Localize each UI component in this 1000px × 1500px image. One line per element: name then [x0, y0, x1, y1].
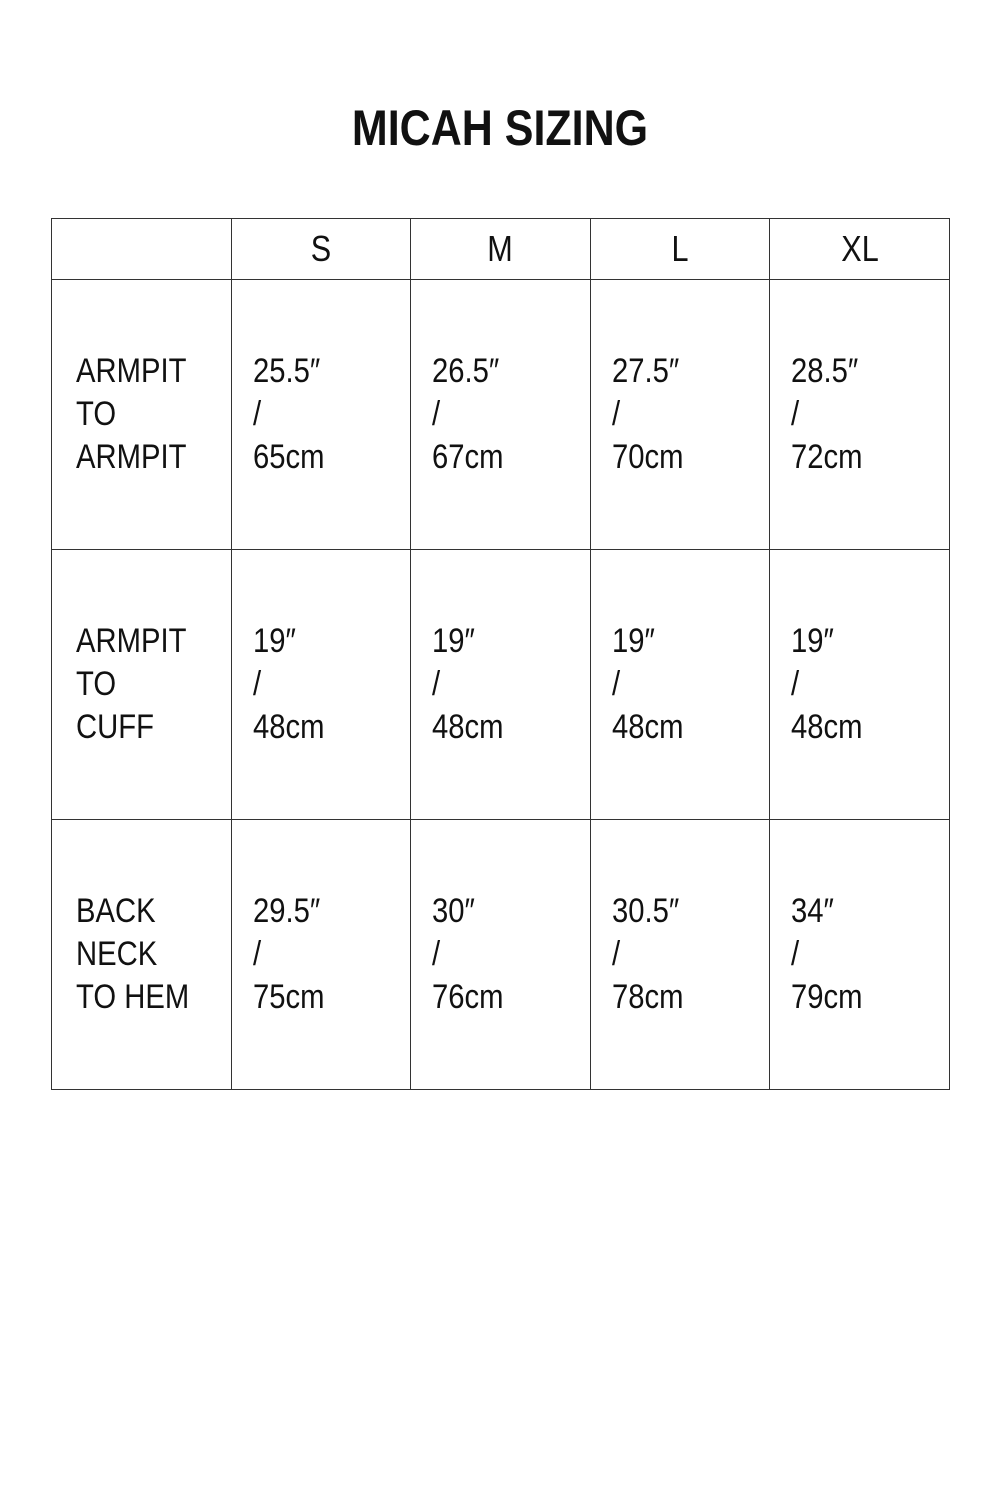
measurement-cell: 34″ / 79cm	[770, 820, 950, 1090]
sizing-table	[51, 218, 950, 1090]
header-size-l: L	[590, 219, 770, 280]
measurement-cell: 30.5″ / 78cm	[590, 820, 770, 1090]
header-size-s: S	[231, 219, 411, 280]
measurement-cell: 27.5″ / 70cm	[590, 280, 770, 550]
table-row-armpit-to-cuff	[52, 550, 950, 820]
measurement-cell: 30″ / 76cm	[411, 820, 591, 1090]
page-title: MICAH SIZING	[351, 100, 649, 156]
measurement-cell: 26.5″ / 67cm	[411, 280, 591, 550]
measurement-cell: 19″ / 48cm	[590, 550, 770, 820]
measurement-cell: 29.5″ / 75cm	[231, 820, 411, 1090]
table-row-back-neck-to-hem	[52, 820, 950, 1090]
table-row-armpit-to-armpit	[52, 280, 950, 550]
header-corner-cell	[52, 219, 232, 280]
row-label: ARMPIT TO CUFF	[52, 550, 232, 820]
header-size-xl: XL	[770, 219, 950, 280]
measurement-cell: 25.5″ / 65cm	[231, 280, 411, 550]
table-header-row	[52, 219, 950, 280]
measurement-cell: 19″ / 48cm	[411, 550, 591, 820]
measurement-cell: 28.5″ / 72cm	[770, 280, 950, 550]
row-label: ARMPIT TO ARMPIT	[52, 280, 232, 550]
row-label: BACK NECK TO HEM	[52, 820, 232, 1090]
measurement-cell: 19″ / 48cm	[770, 550, 950, 820]
measurement-cell: 19″ / 48cm	[231, 550, 411, 820]
header-size-m: M	[411, 219, 591, 280]
